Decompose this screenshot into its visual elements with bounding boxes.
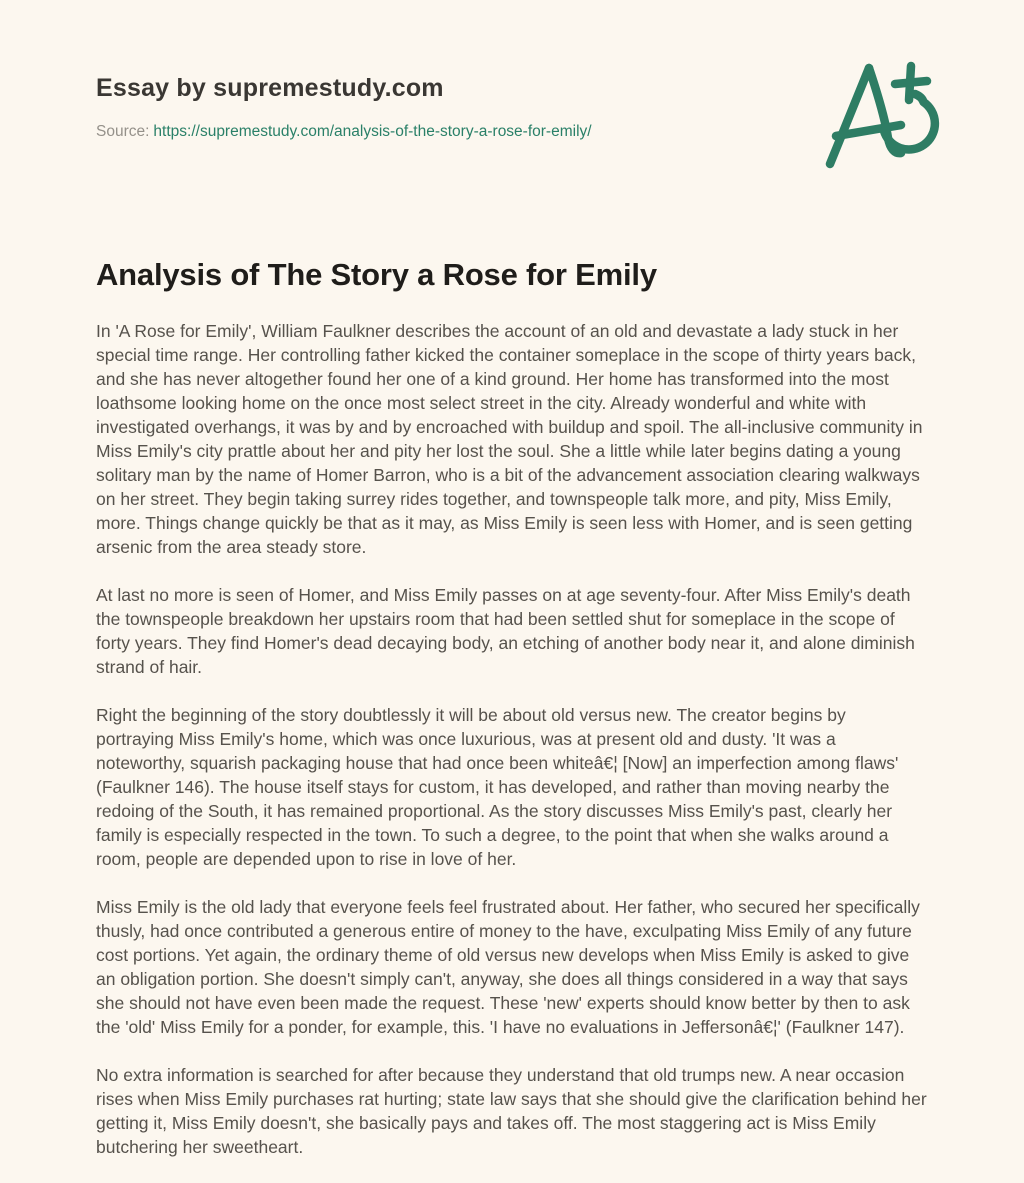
- article-body: [96, 319, 928, 1159]
- paragraph-5: No extra information is searched for after because they understand that old trumps new. A near occasion rises when Miss Emily purchases rat hurting; state law says that she should give the clarification behind her getting it, Miss Emily doesn't, she basically pays and takes off. The most staggering act is Miss Emily butchering her sweetheart.: [96, 1065, 927, 1157]
- article-title: Analysis of The Story a Rose for Emily: [96, 257, 657, 292]
- paragraph-2: At last no more is seen of Homer, and Miss Emily passes on at age seventy-four. After Miss Emily's death the townspeople breakdown her upstairs room that had been settled shut for someplace in the scope of forty years. They find Homer's dead decaying body, an etching of another body near it, and alone diminish strand of hair.: [96, 585, 915, 677]
- source-label: Source:: [96, 123, 150, 140]
- a-plus-logo-icon: [816, 52, 968, 178]
- doc-header: [96, 0, 928, 141]
- source-line: [96, 123, 928, 141]
- paragraph-4: Miss Emily is the old lady that everyone feels feel frustrated about. Her father, who secured her specifically thusly, had once contributed a generous entire of money to the have, exculpating Miss Emily of any future cost portions. Yet again, the ordinary theme of old versus new develops when Miss Emily is asked to give an obligation portion. She doesn't simply can't, anyway, she does all things considered in a way that says she should not have even been made the request. These 'new' experts should know better by then to ask the 'old' Miss Emily for a ponder, for example, this. 'I have no evaluations in Jeffersonâ€¦' (Faulkner 147).: [96, 897, 920, 1037]
- source-link[interactable]: https://supremestudy.com/analysis-of-the-story-a-rose-for-emily/: [153, 123, 592, 140]
- paragraph-1: In 'A Rose for Emily', William Faulkner describes the account of an old and devastate a lady stuck in her special time range. Her controlling father kicked the container someplace in the scope of thirty years back, and she has never altogether found her one of a kind ground. Her home has transformed into the most loathsome looking home on the once most select street in the city. Already wonderful and white with investigated overhangs, it was by and by encroached with buildup and spoil. The all-inclusive community in Miss Emily's city prattle about her and pity her lost the soul. She a little while later begins dating a young solitary man by the name of Homer Barron, who is a bit of the advancement association clearing walkways on her street. They begin taking surrey rides together, and townspeople talk more, and pity, Miss Emily, more. Things change quickly be that as it may, as Miss Emily is seen less with Homer, and is seen getting arsenic from the area steady store.: [96, 321, 923, 557]
- site-title: Essay by supremestudy.com: [96, 74, 444, 102]
- paragraph-3: Right the beginning of the story doubtlessly it will be about old versus new. The creator begins by portraying Miss Emily's home, which was once luxurious, was at present old and dusty. 'It was a noteworthy, squarish packaging house that had once been whiteâ€¦ [Now] an imperfection among flaws' (Faulkner 146). The house itself stays for custom, it has developed, and rather than moving nearby the redoing of the South, it has remained proportional. As the story discusses Miss Emily's past, clearly her family is especially respected in the town. To such a degree, to the point that when she walks around a room, people are depended upon to rise in love of her.: [96, 705, 899, 869]
